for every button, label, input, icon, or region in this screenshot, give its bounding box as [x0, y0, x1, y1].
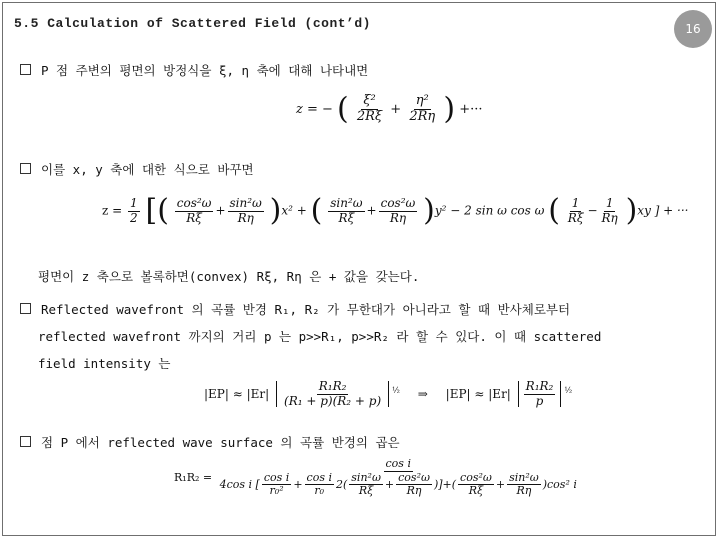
bullet-text: 점 P 에서 reflected wave surface 의 곡률 반경의 곱은 — [41, 435, 400, 450]
eq3-lhs1: |EP| ≈ |Er| — [204, 386, 270, 401]
bullet-text: 이를 x, y 축에 대한 식으로 바꾸면 — [41, 162, 254, 177]
bullet-square-icon — [20, 64, 31, 75]
bullet-xy-form — [20, 160, 254, 178]
eq4-lhs: R₁R₂ = — [174, 470, 213, 484]
eq3-lhs2: |EP| ≈ |Er| — [445, 386, 511, 401]
eq2-half: $\frac{1}{2}$ — [130, 195, 138, 225]
bullet-reflected-line3: field intensity 는 — [38, 356, 171, 371]
bullet-square-icon — [20, 163, 31, 174]
eq1-lhs: z = − — [296, 101, 333, 117]
bullet-text: Reflected wavefront 의 곡률 반경 R₁, R₂ 가 무한대가 아니라고 할 때 반사체로부터 — [41, 302, 571, 317]
page-number-badge: 16 — [674, 10, 712, 48]
equation-field-intensity: |EP| ≈ |Er| $\frac{\text{R₁R₂}}{\text{(R₁ + p)(R₂ + p)}}$ $^{\frac{1}{2}}$ ⇒ |EP| ≈ |Er| $\frac{\text{R₁R₂}}{p}$ $^{\frac{1}{2}}$ — [204, 379, 573, 408]
equation-plane-xi-eta: z = − ( $\frac{\text{ξ²}}{2R\xi}$ + $\frac{\text{η²}}{2R\eta}$ ) +··· — [296, 91, 483, 127]
bullet-text: P 점 주변의 평면의 방정식을 ξ, η 축에 대해 나타내면 — [41, 63, 369, 78]
bullet-reflected-line2: reflected wavefront 까지의 거리 p 는 p>>R₁, p>>R₂ 라 할 수 있다. 이 때 scattered — [38, 329, 602, 344]
bullet-square-icon — [20, 436, 31, 447]
eq1-frac-eta: $\frac{\text{η²}}{2R\eta}$ — [409, 93, 436, 124]
eq2-tail: xy ] + ··· — [637, 203, 689, 218]
bullet-plane-equation — [20, 61, 368, 79]
eq2-x2: x² — [281, 203, 293, 218]
eq3-arrow: ⇒ — [417, 386, 428, 401]
eq2-lhs: z = — [102, 203, 123, 218]
equation-curvature-product — [174, 458, 581, 498]
eq1-frac-xi: $\frac{\text{ξ²}}{2R\xi}$ — [356, 93, 383, 124]
eq1-tail: +··· — [459, 101, 483, 117]
bullet-square-icon — [20, 303, 31, 314]
bullet-reflected-wavefront — [20, 300, 570, 318]
slide-title: 5.5 Calculation of Scattered Field (cont’d) — [14, 16, 371, 31]
equation-plane-xy: z = $\frac{1}{2}$ [( $\frac{\text{cos²ω}}{R\xi}$ + $\frac{\text{sin²ω}}{R\eta}$ )x² + ( $\frac{\text{sin²ω}}{R\xi}$ + $\frac{\text{cos²ω}}{R\eta}$ )y² − 2 sin ω cos ω ( $\frac{1}{R\xi}$ − $\frac{1}{R\eta}$ )xy ] + ··· — [102, 193, 689, 228]
convex-note: 평면이 z 축으로 볼록하면(convex) Rξ, Rη 은 + 값을 갖는다. — [38, 269, 420, 284]
eq4-main-fraction: cos i 4cos i [ $\frac{\text{cos i}}{\text{r₀²}}$ + $\frac{\text{cos i}}{\text{r₀}}$ 2( $\frac{\text{sin²ω}}{R\xi}$ + $\frac{\text{cos²ω}}{R\eta}$ )]+( $\frac{\text{cos²ω}}{R\xi}$ + $\frac{\text{sin²ω}}{R\eta}$ )cos² i — [219, 457, 577, 498]
bullet-curvature-product — [20, 433, 400, 451]
eq1-plus: + — [390, 101, 402, 117]
eq2-y2-term: y² − 2 sin ω cos ω — [434, 203, 545, 218]
